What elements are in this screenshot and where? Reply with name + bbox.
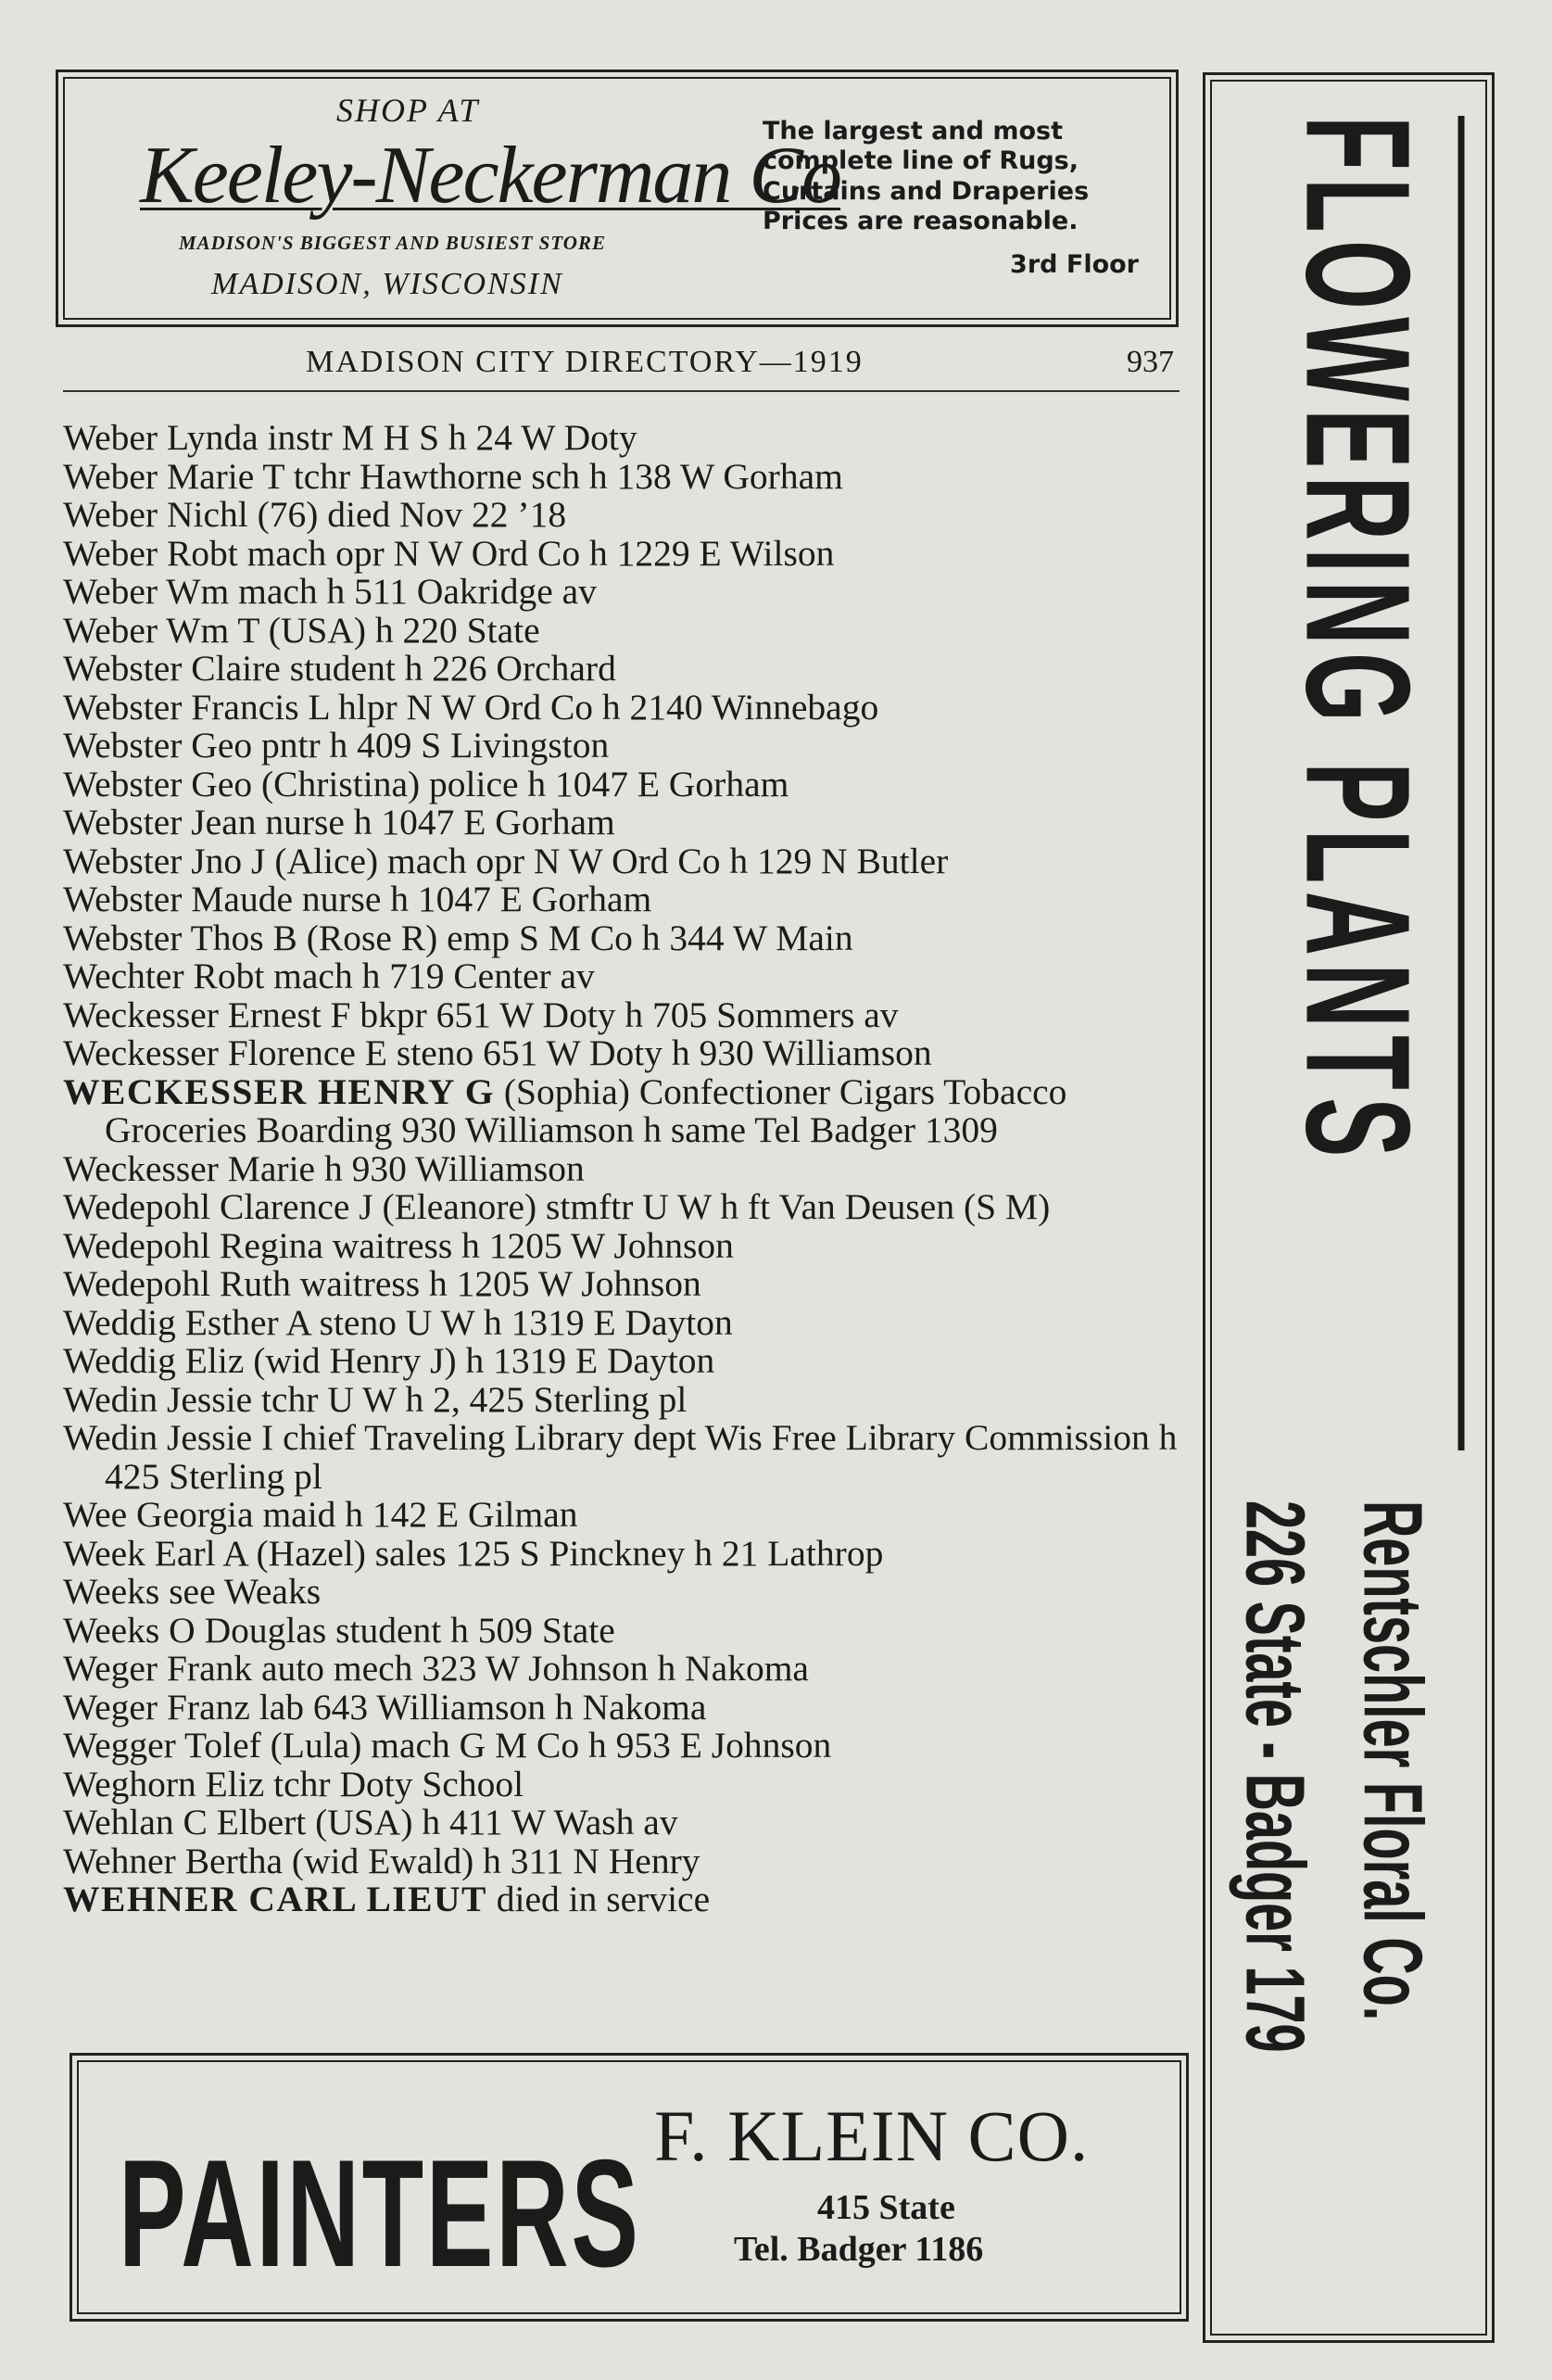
entry-details: died in service <box>486 1879 711 1919</box>
ad-floor: 3rd Floor <box>1010 250 1139 279</box>
entry-name: Weddig Esther A <box>63 1301 310 1343</box>
entry-name: Weghorn Eliz <box>63 1763 265 1804</box>
entry-details: (wid Henry J) h 1319 E Dayton <box>244 1340 715 1381</box>
bottom-ad-phone: Tel. Badger 1186 <box>734 2230 984 2269</box>
directory-entry <box>63 1034 1184 1073</box>
directory-entry <box>63 1880 1184 1919</box>
ad-blurb: The largest and most complete line of Rugs, Curtains and Draperies Prices are reasonable. <box>763 117 1090 236</box>
entry-name: Wechter Robt <box>63 956 265 996</box>
entry-details: auto mech 323 W Johnson h Nakoma <box>252 1648 809 1689</box>
directory-entry <box>63 686 1184 728</box>
side-ad-headline: FLOWERING PLANTS <box>1275 116 1442 1165</box>
entry-details: nurse h 1047 E Gorham <box>293 879 652 919</box>
directory-entries <box>63 419 1184 1919</box>
bottom-advertisement <box>69 2053 1189 2322</box>
running-head: MADISON CITY DIRECTORY—1919 <box>306 345 864 379</box>
entry-details: tchr Doty School <box>264 1763 524 1804</box>
directory-entry <box>63 1496 1184 1535</box>
entry-name: Weeks O Douglas <box>63 1609 327 1651</box>
directory-entry <box>63 1804 1184 1842</box>
entry-name: Wedin Jessie <box>63 1378 253 1420</box>
entry-name: Wee Georgia <box>63 1494 254 1535</box>
directory-entry <box>63 1532 1184 1574</box>
directory-entry <box>63 919 1184 958</box>
directory-entry <box>63 1763 1184 1804</box>
directory-entry <box>63 1070 1184 1150</box>
entry-name: Wedin Jessie I <box>63 1417 274 1458</box>
shop-at-label: SHOP AT <box>336 92 480 129</box>
directory-entry <box>63 957 1184 996</box>
top-advertisement <box>56 70 1179 327</box>
bottom-ad-headline: PAINTERS <box>119 2128 641 2298</box>
entry-details: (USA) h 220 State <box>259 609 540 651</box>
entry-details: steno U W h 1319 E Dayton <box>309 1301 733 1343</box>
entry-name: Weckesser Florence E <box>63 1032 387 1073</box>
entry-name: Weckesser Marie <box>63 1147 316 1189</box>
directory-entry <box>63 804 1184 842</box>
entry-name: Weber Wm T <box>63 609 259 651</box>
entry-name: Weger Franz <box>63 1686 250 1728</box>
directory-entry <box>63 609 1184 651</box>
entry-name: Webster Thos B <box>63 917 297 958</box>
entry-details: (wid Ewald) h 311 N Henry <box>283 1840 700 1881</box>
entry-details: (Hazel) sales 125 S Pinckney h 21 Lathrop <box>246 1532 884 1574</box>
entry-details: instr M H S h 24 W Doty <box>258 417 637 458</box>
entry-name: Wedepohl Regina <box>63 1224 323 1266</box>
entry-name: Wegger Tolef <box>63 1725 261 1766</box>
directory-entry <box>63 1378 1184 1420</box>
directory-entry <box>63 419 1184 458</box>
directory-entry <box>63 1727 1184 1766</box>
entry-details: (Eleanore) stmftr U W h ft Van Deusen (S M) <box>372 1186 1051 1227</box>
entry-name: Weddig Eliz <box>63 1340 245 1381</box>
directory-entry <box>63 1224 1184 1266</box>
entry-name: Webster Geo <box>63 725 253 766</box>
entry-details: (Rose R) emp S M Co h 344 W Main <box>297 917 853 958</box>
header-rule <box>63 390 1180 392</box>
side-ad-address: 226 State - Badger 179 <box>1228 1500 1321 2053</box>
directory-entry <box>63 573 1184 612</box>
entry-details: see Weaks <box>159 1571 322 1612</box>
entry-name: Wehner Bertha <box>63 1840 283 1881</box>
entry-details: lab 643 Williamson h Nakoma <box>249 1686 707 1728</box>
entry-details: student h 226 Orchard <box>280 648 616 689</box>
entry-name: Wehlan C Elbert <box>63 1802 307 1842</box>
directory-entry <box>63 1573 1184 1612</box>
side-ad-rule <box>1458 116 1465 1450</box>
entry-name: Week Earl A <box>63 1532 247 1574</box>
entry-details: steno 651 W Doty h 930 Williamson <box>386 1032 932 1073</box>
entry-details: maid h 142 E Gilman <box>253 1494 578 1535</box>
entry-name: Weeks <box>63 1571 160 1612</box>
entry-name: Wedepohl Ruth <box>63 1263 291 1304</box>
bottom-ad-firm: F. KLEIN CO. <box>654 2095 1090 2176</box>
entry-details: (Sophia) Confectioner Cigars Tobacco Groceries Boarding 930 Williamson h same Tel Badger 1309 <box>105 1070 1067 1150</box>
store-city: MADISON, WISCONSIN <box>211 267 563 301</box>
directory-entry <box>63 650 1184 689</box>
entry-details: tchr Hawthorne sch h 138 W Gorham <box>284 455 843 497</box>
directory-entry <box>63 1686 1184 1728</box>
directory-entry <box>63 996 1184 1035</box>
directory-entry <box>63 880 1184 919</box>
directory-entry <box>63 1419 1184 1496</box>
directory-entry <box>63 1609 1184 1651</box>
directory-entry <box>63 1301 1184 1343</box>
entry-details: waitress h 1205 W Johnson <box>290 1263 701 1304</box>
entry-name: Webster Geo <box>63 763 253 804</box>
entry-details: tchr U W h 2, 425 Sterling pl <box>252 1378 688 1420</box>
entry-details: hlpr N W Ord Co h 2140 Winnebago <box>329 686 879 728</box>
entry-name: WECKESSER HENRY G <box>63 1070 496 1112</box>
entry-name: Weber Robt <box>63 532 238 574</box>
store-slogan: MADISON'S BIGGEST AND BUSIEST STORE <box>179 232 606 254</box>
directory-entry <box>63 1650 1184 1689</box>
entry-details: h 930 Williamson <box>315 1147 585 1189</box>
entry-name: Wedepohl Clarence J <box>63 1186 373 1227</box>
entry-name: Weber Nichl <box>63 494 248 535</box>
entry-name: Webster Francis L <box>63 686 330 728</box>
directory-entry <box>63 1188 1184 1227</box>
directory-entry <box>63 455 1184 497</box>
entry-name: Webster Claire <box>63 648 281 689</box>
entry-details: mach opr N W Ord Co h 1229 E Wilson <box>237 532 835 574</box>
entry-details: (76) died Nov 22 ’18 <box>247 494 567 535</box>
side-ad-firm: Rentschler Floral Co. <box>1345 1500 1439 2021</box>
directory-entry <box>63 496 1184 535</box>
directory-entry <box>63 1842 1184 1881</box>
entry-name: Weber Lynda <box>63 417 259 458</box>
directory-entry <box>63 1265 1184 1304</box>
entry-details: bkpr 651 W Doty h 705 Sommers av <box>350 994 899 1035</box>
entry-details: waitress h 1205 W Johnson <box>322 1224 734 1266</box>
directory-entry <box>63 727 1184 766</box>
directory-entry <box>63 842 1184 881</box>
side-ad-rotated-content <box>1205 75 1497 2346</box>
side-advertisement <box>1203 72 1495 2343</box>
entry-name: Weber Marie T <box>63 455 284 497</box>
entry-details: (Alice) mach opr N W Ord Co h 129 N Butler <box>265 840 949 881</box>
entry-name: WEHNER CARL LIEUT <box>63 1879 487 1919</box>
entry-details: chief Traveling Library dept Wis Free Library Commission h 425 Sterling pl <box>105 1417 1178 1497</box>
bottom-ad-address: 415 State <box>817 2188 955 2227</box>
directory-entry <box>63 1147 1184 1189</box>
entry-name: Weger Frank <box>63 1648 253 1689</box>
entry-name: Webster Jno J <box>63 840 266 881</box>
entry-details: nurse h 1047 E Gorham <box>256 802 615 842</box>
store-logo: Keeley-Neckerman Co <box>140 131 841 221</box>
directory-entry <box>63 763 1184 804</box>
entry-name: Webster Maude <box>63 879 293 919</box>
entry-name: Weckesser Ernest F <box>63 994 351 1035</box>
entry-details: student h 509 State <box>326 1609 615 1651</box>
page-number: 937 <box>1127 345 1174 379</box>
entry-details: pntr h 409 S Livingston <box>252 725 610 766</box>
entry-details: mach h 719 Center av <box>264 956 595 996</box>
entry-name: Weber Wm <box>63 571 230 612</box>
directory-entry <box>63 1342 1184 1381</box>
entry-details: mach h 511 Oakridge av <box>229 571 597 612</box>
entry-details: (USA) h 411 W Wash av <box>306 1802 678 1842</box>
directory-entry <box>63 532 1184 574</box>
entry-details: (Christina) police h 1047 E Gorham <box>252 763 789 804</box>
entry-name: Webster Jean <box>63 802 257 842</box>
entry-details: (Lula) mach G M Co h 953 E Johnson <box>260 1725 832 1766</box>
